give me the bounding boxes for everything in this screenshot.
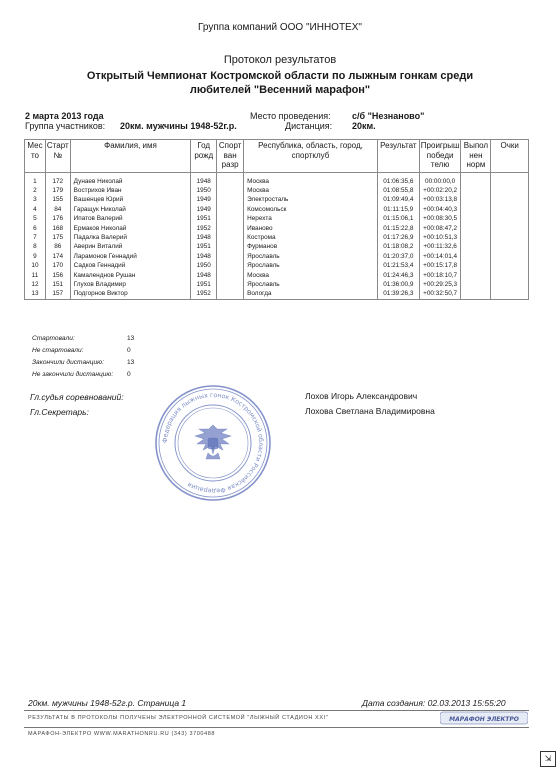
- stat-not-finished-label: Не закончили дистанцию:: [32, 371, 114, 378]
- cell-norm: [461, 186, 491, 195]
- cell-name: Вострихов Иван: [70, 186, 191, 195]
- cell-place: 10: [25, 261, 46, 270]
- cell-time-behind: +00:15:17,8: [419, 261, 461, 270]
- cell-birth-year: 1952: [191, 289, 217, 299]
- cell-start-number: 84: [45, 205, 70, 214]
- cell-time-behind: +00:18:10,7: [419, 271, 461, 280]
- cell-result: 01:11:15,9: [377, 205, 419, 214]
- chief-secretary-label: Гл.Секретарь:: [30, 407, 89, 417]
- results-body: [25, 172, 529, 299]
- cell-norm: [461, 205, 491, 214]
- table-row: [25, 172, 529, 186]
- cell-birth-year: 1950: [191, 261, 217, 270]
- cell-sport-rank: [217, 280, 244, 289]
- cell-name: Аверин Виталий: [70, 242, 191, 251]
- cell-name: Подгорнов Виктор: [70, 289, 191, 299]
- cell-norm: [461, 242, 491, 251]
- cell-region: Москва: [244, 172, 378, 186]
- cell-start-number: 86: [45, 242, 70, 251]
- cell-start-number: 174: [45, 252, 70, 261]
- cell-region: Электросталь: [244, 195, 378, 204]
- cell-points: [491, 224, 529, 233]
- cell-name: Ипатов Валерий: [70, 214, 191, 223]
- cell-birth-year: 1951: [191, 214, 217, 223]
- header-region-club: Республика, область, город, спортклуб: [244, 140, 378, 173]
- cell-points: [491, 205, 529, 214]
- cell-place: 12: [25, 280, 46, 289]
- cell-region: Вологда: [244, 289, 378, 299]
- expand-corner-icon[interactable]: ⇲: [540, 751, 556, 767]
- cell-start-number: 179: [45, 186, 70, 195]
- chief-secretary-name: Лохова Светлана Владимировна: [305, 406, 435, 416]
- cell-start-number: 170: [45, 261, 70, 270]
- header-result: Результат: [377, 140, 419, 173]
- logo-text: МАРАФОН ЭЛЕКТРО: [449, 716, 519, 723]
- stat-finished-label: Закончили дистанцию:: [32, 359, 104, 366]
- table-row: [25, 205, 529, 214]
- cell-start-number: 175: [45, 233, 70, 242]
- company-name: Группа компаний ООО "ИННОТЕХ": [198, 22, 362, 33]
- cell-norm: [461, 261, 491, 270]
- cell-time-behind: +00:11:32,6: [419, 242, 461, 251]
- cell-result: 01:21:53,4: [377, 261, 419, 270]
- cell-birth-year: 1951: [191, 280, 217, 289]
- table-row: [25, 233, 529, 242]
- cell-start-number: 172: [45, 172, 70, 186]
- header-name: Фамилия, имя: [70, 140, 191, 173]
- cell-birth-year: 1949: [191, 195, 217, 204]
- cell-sport-rank: [217, 261, 244, 270]
- table-row: [25, 252, 529, 261]
- header-place: Мес то: [25, 140, 46, 173]
- cell-region: Ярославль: [244, 252, 378, 261]
- results-table: [24, 139, 529, 300]
- cell-name: Дунаев Николай: [70, 172, 191, 186]
- cell-time-behind: +00:04:40,3: [419, 205, 461, 214]
- cell-sport-rank: [217, 195, 244, 204]
- cell-place: 1: [25, 172, 46, 186]
- cell-start-number: 168: [45, 224, 70, 233]
- document-title: Протокол результатов: [223, 54, 337, 66]
- table-row: [25, 242, 529, 251]
- cell-points: [491, 261, 529, 270]
- cell-time-behind: +00:08:47,2: [419, 224, 461, 233]
- cell-place: 13: [25, 289, 46, 299]
- cell-norm: [461, 224, 491, 233]
- footer-divider-2: [24, 727, 529, 728]
- cell-region: Москва: [244, 186, 378, 195]
- cell-time-behind: +00:32:50,7: [419, 289, 461, 299]
- group-label: Группа участников:: [25, 121, 106, 131]
- cell-birth-year: 1948: [191, 233, 217, 242]
- stat-not-finished-value: 0: [127, 371, 131, 378]
- cell-time-behind: 00:00:00,0: [419, 172, 461, 186]
- cell-result: 01:15:22,8: [377, 224, 419, 233]
- cell-birth-year: 1952: [191, 224, 217, 233]
- marathon-electro-logo: [440, 710, 528, 726]
- table-row: [25, 214, 529, 223]
- cell-points: [491, 280, 529, 289]
- header-norm-completed: Выпол нен норм: [461, 140, 491, 173]
- cell-birth-year: 1948: [191, 252, 217, 261]
- cell-result: 01:39:26,3: [377, 289, 419, 299]
- cell-points: [491, 252, 529, 261]
- cell-birth-year: 1949: [191, 205, 217, 214]
- cell-birth-year: 1948: [191, 172, 217, 186]
- header-start-number: Старт №: [45, 140, 70, 173]
- venue-value: с/б "Незнаново": [352, 111, 425, 121]
- cell-points: [491, 195, 529, 204]
- official-stamp: [153, 383, 273, 503]
- cell-norm: [461, 280, 491, 289]
- table-row: [25, 224, 529, 233]
- cell-points: [491, 289, 529, 299]
- cell-sport-rank: [217, 252, 244, 261]
- cell-place: 8: [25, 242, 46, 251]
- chief-judge-label: Гл.судья соревнований:: [30, 392, 124, 402]
- cell-result: 01:20:37,0: [377, 252, 419, 261]
- cell-name: Гаращук Николай: [70, 205, 191, 214]
- distance-value: 20км.: [352, 121, 376, 131]
- footer-group-page: 20км. мужчины 1948-52г.р. Страница 1: [28, 698, 187, 708]
- cell-start-number: 176: [45, 214, 70, 223]
- cell-start-number: 156: [45, 271, 70, 280]
- venue-label: Место проведения:: [250, 111, 331, 121]
- table-header-row: [25, 140, 529, 173]
- cell-sport-rank: [217, 289, 244, 299]
- stat-finished-value: 13: [127, 359, 135, 366]
- cell-result: 01:09:49,4: [377, 195, 419, 204]
- cell-sport-rank: [217, 172, 244, 186]
- table-row: [25, 186, 529, 195]
- cell-place: 5: [25, 214, 46, 223]
- cell-region: Фурманов: [244, 242, 378, 251]
- cell-name: Вашенцев Юрий: [70, 195, 191, 204]
- cell-sport-rank: [217, 242, 244, 251]
- cell-sport-rank: [217, 205, 244, 214]
- cell-name: Садков Геннадий: [70, 261, 191, 270]
- header-sport-rank: Спорт ван разр: [217, 140, 244, 173]
- cell-region: Кострома: [244, 233, 378, 242]
- cell-region: Ярославль: [244, 280, 378, 289]
- header-time-behind: Проигрыш победи телю: [419, 140, 461, 173]
- cell-place: 2: [25, 186, 46, 195]
- cell-name: Камаленднов Рушан: [70, 271, 191, 280]
- cell-result: 01:06:35,6: [377, 172, 419, 186]
- cell-result: 01:24:46,3: [377, 271, 419, 280]
- event-date: 2 марта 2013 года: [25, 111, 104, 121]
- cell-region: Москва: [244, 271, 378, 280]
- cell-norm: [461, 271, 491, 280]
- cell-norm: [461, 172, 491, 186]
- cell-result: 01:17:26,9: [377, 233, 419, 242]
- chief-judge-name: Лохов Игорь Александрович: [305, 391, 418, 401]
- cell-region: Нерехта: [244, 214, 378, 223]
- cell-points: [491, 271, 529, 280]
- cell-result: 01:36:00,9: [377, 280, 419, 289]
- cell-norm: [461, 195, 491, 204]
- cell-time-behind: +00:03:13,8: [419, 195, 461, 204]
- cell-sport-rank: [217, 271, 244, 280]
- cell-place: 9: [25, 252, 46, 261]
- cell-sport-rank: [217, 186, 244, 195]
- stat-started-value: 13: [127, 335, 135, 342]
- stat-not-started-label: Не стартовали:: [32, 347, 84, 354]
- cell-result: 01:18:08,2: [377, 242, 419, 251]
- table-row: [25, 289, 529, 299]
- cell-time-behind: +00:14:01,4: [419, 252, 461, 261]
- cell-norm: [461, 289, 491, 299]
- cell-place: 4: [25, 205, 46, 214]
- table-row: [25, 195, 529, 204]
- cell-birth-year: 1951: [191, 242, 217, 251]
- cell-points: [491, 233, 529, 242]
- footer-created-date: Дата создания: 02.03.2013 15:55:20: [362, 698, 506, 708]
- cell-norm: [461, 214, 491, 223]
- eagle-emblem-icon: [195, 425, 231, 459]
- group-value: 20км. мужчины 1948-52г.р.: [120, 121, 237, 131]
- cell-points: [491, 242, 529, 251]
- cell-place: 11: [25, 271, 46, 280]
- championship-title-line1: Открытый Чемпионат Костромской области по лыжным гонкам среди: [86, 70, 474, 82]
- cell-birth-year: 1950: [191, 186, 217, 195]
- cell-name: Глухов Владимир: [70, 280, 191, 289]
- table-row: [25, 261, 529, 270]
- cell-start-number: 151: [45, 280, 70, 289]
- footer-contact-line: МАРАФОН-ЭЛЕКТРО WWW.MARATHONRU.RU (343) 3700488: [28, 731, 216, 737]
- cell-result: 01:15:06,1: [377, 214, 419, 223]
- cell-points: [491, 172, 529, 186]
- cell-time-behind: +00:02:20,2: [419, 186, 461, 195]
- cell-region: Ярославль: [244, 261, 378, 270]
- cell-place: 7: [25, 233, 46, 242]
- footer-system-line: РЕЗУЛЬТАТЫ В ПРОТОКОЛЫ ПОЛУЧЕНЫ ЭЛЕКТРОННОЙ СИСТЕМОЙ "ЛЫЖНЫЙ СТАДИОН XXI": [28, 715, 329, 721]
- cell-norm: [461, 233, 491, 242]
- stamp-ring-text: Федерация лыжных гонок Костромской области Российская Федерация: [161, 391, 265, 495]
- cell-name: Ларамонов Геннадий: [70, 252, 191, 261]
- cell-sport-rank: [217, 214, 244, 223]
- cell-name: Ермаков Николай: [70, 224, 191, 233]
- cell-place: 6: [25, 224, 46, 233]
- header-birth-year: Год рожд: [191, 140, 217, 173]
- cell-region: Комсомольск: [244, 205, 378, 214]
- cell-start-number: 157: [45, 289, 70, 299]
- cell-time-behind: +00:08:30,5: [419, 214, 461, 223]
- cell-start-number: 155: [45, 195, 70, 204]
- stat-started-label: Стартовали:: [32, 335, 75, 342]
- cell-time-behind: +00:10:51,3: [419, 233, 461, 242]
- distance-label: Дистанция:: [285, 121, 333, 131]
- table-row: [25, 280, 529, 289]
- header-points: Очки: [491, 140, 529, 173]
- cell-norm: [461, 252, 491, 261]
- cell-sport-rank: [217, 233, 244, 242]
- championship-title-line2: любителей "Весенний марафон": [189, 84, 371, 96]
- cell-points: [491, 214, 529, 223]
- stat-not-started-value: 0: [127, 347, 131, 354]
- cell-time-behind: +00:29:25,3: [419, 280, 461, 289]
- cell-result: 01:08:55,8: [377, 186, 419, 195]
- cell-sport-rank: [217, 224, 244, 233]
- cell-birth-year: 1948: [191, 271, 217, 280]
- cell-points: [491, 186, 529, 195]
- table-row: [25, 271, 529, 280]
- cell-region: Иваново: [244, 224, 378, 233]
- cell-name: Падалка Валерий: [70, 233, 191, 242]
- cell-place: 3: [25, 195, 46, 204]
